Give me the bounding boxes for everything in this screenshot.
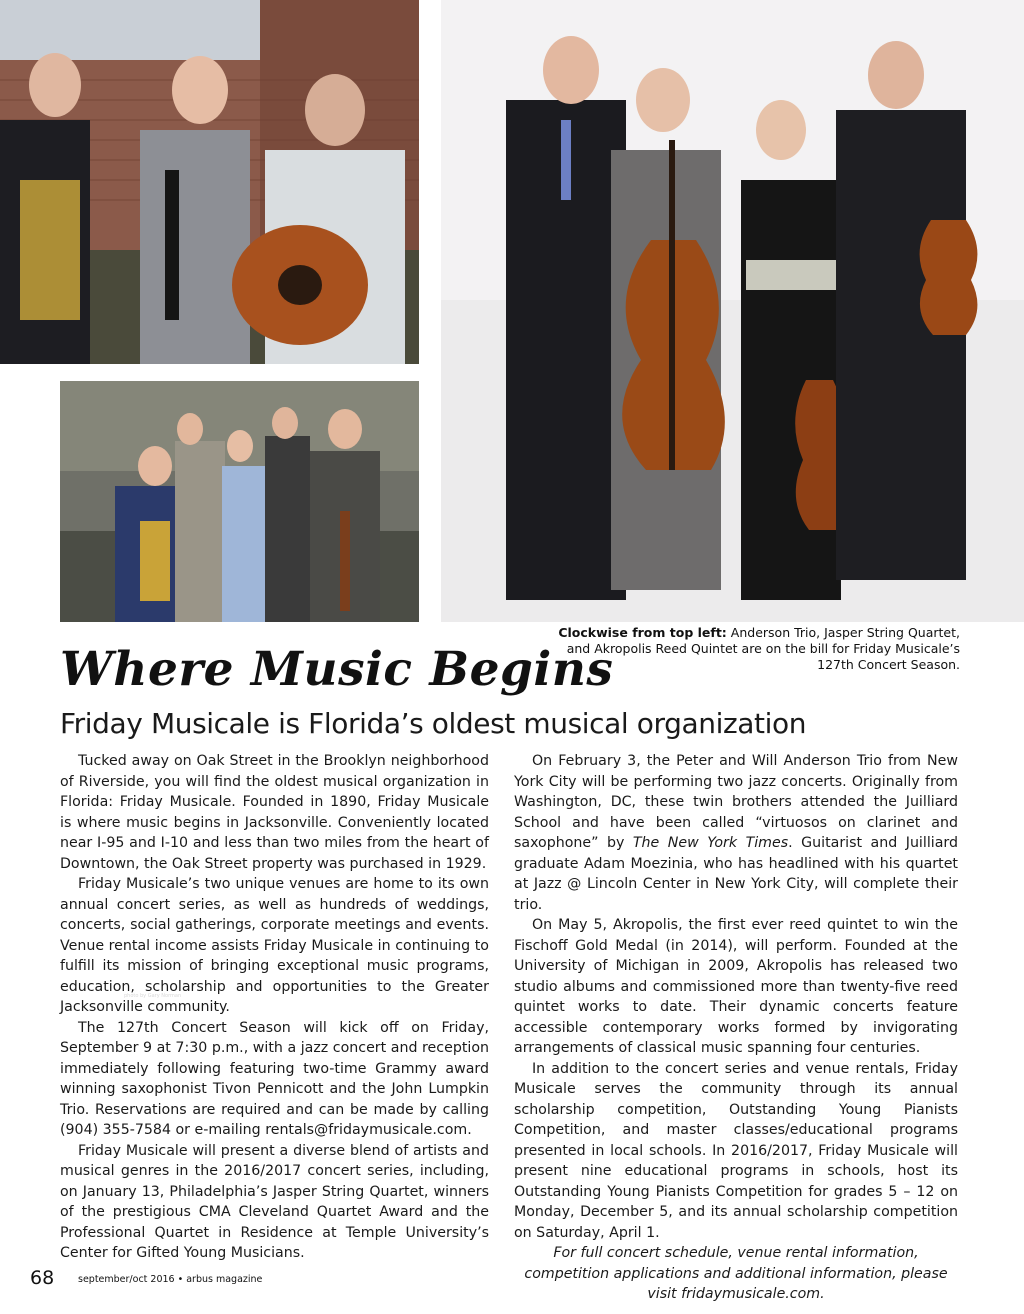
paragraph: Friday Musicale will present a diverse blend of artists and musical genres in the 2016/2017 concert series, including, on January 13, Philadelphia’s Jasper String Quartet, winners of the prestigious CMA Cleveland Quartet Award and the Professional Quartet in Residence at Temple University’s Center for Gifted Young Musicians. (60, 1142, 489, 1261)
photo-credit: photo by Gary Norman (124, 993, 182, 999)
headline: Where Music Begins (60, 642, 614, 697)
photo-anderson-trio (0, 0, 419, 364)
paragraph: Tucked away on Oak Street in the Brooklyn neighborhood of Riverside, you will find the oldest musical organization in Florida: Friday Musicale. Founded in 1890, Friday Musicale is where music begins in Jacksonville. Conveniently located near I-95 and I-10 and less than two miles from the heart of Downtown, the Oak Street property was purchased in 1929. (60, 753, 489, 872)
running-footer: september/oct 2016 • arbus magazine (78, 1274, 263, 1285)
paragraph: On May 5, Akropolis, the first ever reed quintet to win the Fischoff Gold Medal (in 2014), will perform. Founded at the University of Michigan in 2009, Akropolis has released two studio albums and commissioned more than twenty-five reed quintet works to date. Their dynamic concerts feature accessible contemporary works formed by invigorating arrangements of classical music spanning four centuries. (514, 917, 958, 1056)
text-run: On February 3, the Peter and Will Anderson Trio from New York City will be performing two jazz concerts. Originally from Washington, DC, these twin brothers attended the Juilliard School and have been called “virtuosos on clarinet and saxophone” by (514, 753, 958, 851)
photo-jasper-quartet (441, 0, 1024, 622)
page-number: 68 (30, 1267, 55, 1289)
paragraph: Friday Musicale’s two unique venues are home to its own annual concert series, as well as hundreds of weddings, concerts, social gatherings, corporate meetings and events. Venue rental income assists Friday Musicale in continuing to fulfill its mission of bringing exceptional music programs, education, scholarship and opportunities to the Greater Jacksonville community. (60, 876, 489, 1015)
subhead: Friday Musicale is Florida’s oldest musical organization (60, 707, 807, 740)
article-column-left (60, 751, 489, 1264)
publication-title: The New York Times (632, 835, 789, 851)
paragraph: The 127th Concert Season will kick off on Friday, September 9 at 7:30 p.m., with a jazz concert and reception immediately following featuring two-time Grammy award winning saxophonist Tivon Pennicott and the John Lumpkin Trio. Reservations are required and can be made by calling (904) 355-7584 or e-mailing rentals@fridaymusicale.com. (60, 1019, 489, 1138)
closing-note: For full concert schedule, venue rental information, competition applications and additional information, please visit fridaymusicale.com. (524, 1245, 948, 1302)
caption-lead: Clockwise from top left: (558, 625, 727, 640)
article-column-right (514, 751, 958, 1305)
paragraph (514, 751, 958, 915)
paragraph: In addition to the concert series and venue rentals, Friday Musicale serves the community through its annual scholarship competition, Outstanding Young Pianists Competition, and master classes/educational programs presented in local schools. In 2016/2017, Friday Musicale will present nine educational programs in schools, host its Outstanding Young Pianists Competition for grades 5 – 12 on Monday, December 5, and its annual scholarship competition on Saturday, April 1. (514, 1060, 958, 1241)
caption-text: Anderson Trio, Jasper String Quartet, and Akropolis Reed Quintet are on the bill for Friday Musicale’s 127th Concert Season. (566, 625, 960, 672)
text-run: . Guitarist and Juilliard graduate Adam Moezinia, who has headlined with his quartet at Jazz @ Lincoln Center in New York City, will complete their trio. (514, 835, 958, 913)
